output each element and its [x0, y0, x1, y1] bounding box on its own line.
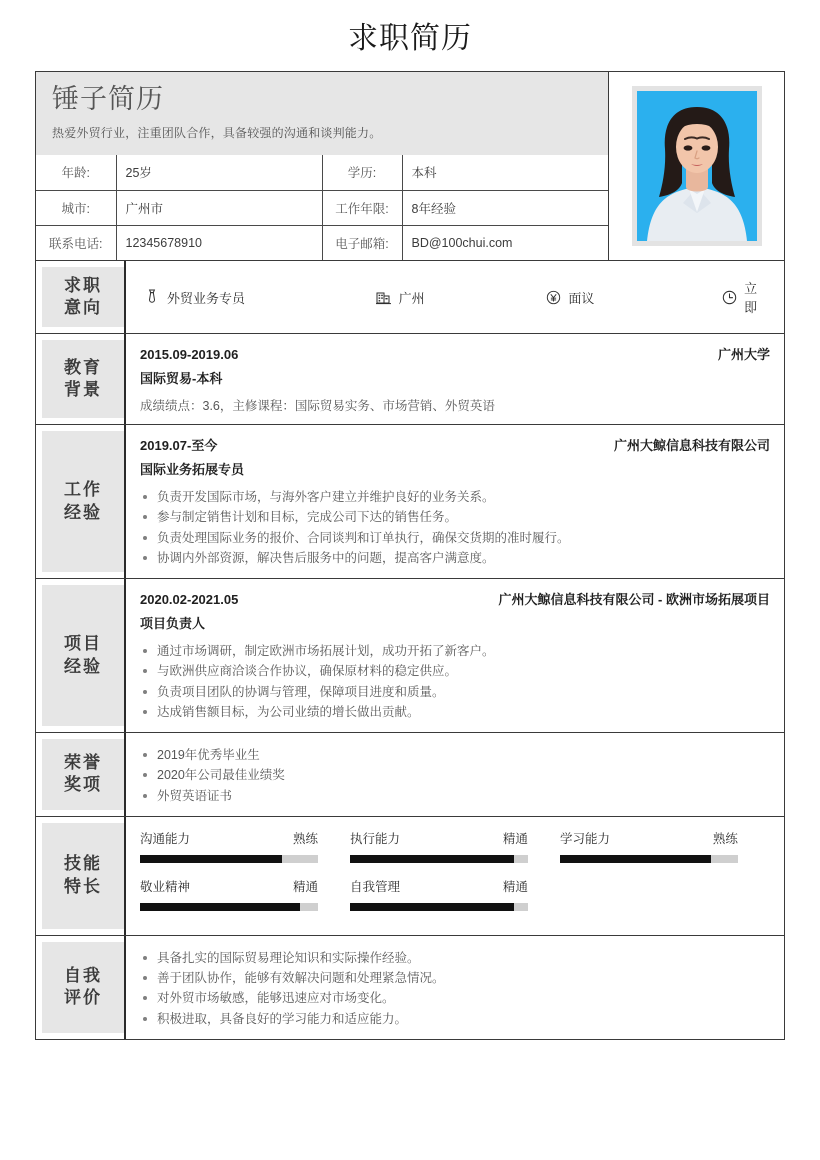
skill-item: [140, 829, 350, 863]
label-line-1: 教育: [64, 357, 102, 377]
list-item: 对外贸市场敏感，能够迅速应对市场变化。: [140, 988, 770, 1008]
skill-progress-fill: [140, 855, 282, 863]
list-item: 具备扎实的国际贸易理论知识和实际操作经验。: [140, 948, 770, 968]
section-body-work-experience: [126, 425, 784, 578]
section-label-wrap: [36, 425, 126, 578]
section-label-skills: [42, 823, 124, 929]
skill-header: [350, 829, 528, 847]
skill-progress-fill: [350, 903, 514, 911]
info-value-experience: 8年经验: [402, 190, 608, 225]
section-label-wrap: [36, 733, 126, 816]
section-body-education: [126, 334, 784, 424]
intention-city: [376, 288, 546, 307]
section-education: [35, 334, 785, 425]
name-block: [36, 72, 608, 155]
skill-progress-track: [560, 855, 738, 863]
info-value-phone: 12345678910: [116, 225, 322, 260]
list-item: 2020年公司最佳业绩奖: [140, 765, 770, 785]
intention-city-text: 广州: [398, 290, 425, 306]
list-item: 2019年优秀毕业生: [140, 745, 770, 765]
list-item: 负责项目团队的协调与管理，保障项目进度和质量。: [140, 682, 770, 702]
info-label-experience: 工作年限:: [322, 190, 402, 225]
list-item: 负责开发国际市场，与海外客户建立并维护良好的业务关系。: [140, 487, 770, 507]
skill-name: 自我管理: [349, 879, 400, 894]
table-row: [36, 190, 608, 225]
section-label-project-experience: [42, 585, 124, 726]
skill-progress-track: [350, 855, 528, 863]
intention-availability: [721, 278, 770, 316]
list-item: 外贸英语证书: [140, 786, 770, 806]
clock-icon: [721, 289, 737, 305]
section-body-honors: [126, 733, 784, 816]
honors-bullet-list: [140, 745, 770, 806]
list-item: 善于团队协作，能够有效解决问题和处理紧急情况。: [140, 968, 770, 988]
label-line-2: 背景: [64, 380, 102, 399]
work-bullet-list: [140, 487, 770, 568]
section-honors: [35, 733, 785, 817]
section-body-self-evaluation: [126, 936, 784, 1039]
section-label-wrap: [36, 334, 126, 424]
label-line-2: 经验: [64, 502, 102, 522]
section-project-experience: [35, 579, 785, 733]
table-row: [36, 225, 608, 260]
work-entry-head: [140, 435, 770, 454]
self-evaluation-bullet-list: [140, 948, 770, 1029]
label-line-1: 求职: [64, 275, 102, 295]
section-label-job-intention: [42, 267, 124, 327]
skill-name: 学习能力: [559, 831, 610, 846]
photo-cell: [608, 72, 784, 260]
project-period: 2020.02-2021.05: [140, 592, 239, 607]
section-label-wrap: [36, 261, 126, 333]
project-bullet-list: [140, 641, 770, 722]
section-body-skills: [126, 817, 784, 935]
label-line-1: 荣誉: [64, 752, 102, 772]
section-body-project-experience: [126, 579, 784, 732]
section-label-wrap: [36, 817, 126, 935]
section-label-education: [42, 340, 124, 418]
section-label-work-experience: [42, 431, 124, 572]
work-period: 2019.07-至今: [140, 438, 218, 453]
info-label-age: 年龄:: [36, 155, 116, 190]
section-label-self-evaluation: [42, 942, 124, 1033]
skill-item: [560, 829, 770, 863]
skill-item: [350, 829, 560, 863]
info-value-email: BD@100chui.com: [402, 225, 608, 260]
table-row: [36, 155, 608, 190]
section-work-experience: [35, 425, 785, 579]
skill-progress-track: [350, 903, 528, 911]
section-label-wrap: [36, 936, 126, 1039]
tie-icon: [144, 289, 160, 305]
candidate-tagline: 热爱外贸行业，注重团队合作，具备较强的沟通和谈判能力。: [52, 126, 382, 141]
label-line-2: 评价: [64, 988, 102, 1008]
label-line-1: 工作: [64, 480, 102, 500]
label-line-1: 自我: [64, 965, 102, 985]
list-item: 负责处理国际业务的报价、合同谈判和订单执行，确保交货期的准时履行。: [140, 528, 770, 548]
education-school: 广州大学: [717, 347, 770, 362]
info-value-city: 广州市: [116, 190, 322, 225]
header-left: [36, 72, 608, 260]
skill-level: 熟练: [292, 831, 318, 846]
skill-name: 敬业精神: [140, 879, 191, 894]
job-intention-row: [140, 271, 770, 323]
education-period: 2015.09-2019.06: [140, 347, 239, 362]
label-line-1: 项目: [64, 634, 102, 654]
label-line-2: 特长: [64, 876, 102, 896]
label-line-2: 经验: [64, 656, 102, 676]
skill-level: 精通: [502, 831, 528, 846]
skill-header: [140, 829, 318, 847]
info-value-education: 本科: [402, 155, 608, 190]
yen-circle-icon: [545, 289, 561, 305]
header-card: [35, 71, 785, 261]
avatar: [637, 91, 757, 241]
info-label-phone: 联系电话:: [36, 225, 116, 260]
section-job-intention: [35, 261, 785, 334]
list-item: 通过市场调研，制定欧洲市场拓展计划，成功开拓了新客户。: [140, 641, 770, 661]
label-line-2: 奖项: [64, 775, 102, 795]
list-item: 协调内外部资源，解决售后服务中的问题，提高客户满意度。: [140, 548, 770, 568]
list-item: 达成销售额目标，为公司业绩的增长做出贡献。: [140, 702, 770, 722]
section-body-job-intention: [126, 261, 784, 333]
skill-header: [560, 829, 738, 847]
list-item: 与欧洲供应商洽谈合作协议，确保原材料的稳定供应。: [140, 661, 770, 681]
skill-name: 执行能力: [349, 831, 400, 846]
skill-progress-fill: [350, 855, 514, 863]
intention-salary: [545, 288, 721, 307]
skill-item: [350, 877, 560, 911]
intention-availability-text: 立即: [744, 281, 758, 315]
skill-item: [140, 877, 350, 911]
skill-progress-track: [140, 903, 318, 911]
work-company: 广州大鲸信息科技有限公司: [613, 438, 770, 453]
project-role: 项目负责人: [140, 616, 206, 631]
education-major: 国际贸易-本科: [140, 371, 223, 386]
label-line-1: 技能: [64, 854, 102, 874]
basic-info-table: [36, 155, 608, 260]
photo-frame: [632, 86, 762, 246]
project-company: 广州大鲸信息科技有限公司 - 欧洲市场拓展项目: [498, 592, 770, 607]
info-label-email: 电子邮箱:: [322, 225, 402, 260]
skill-level: 精通: [292, 879, 318, 894]
intention-position: [144, 288, 376, 307]
skills-grid: [140, 827, 770, 925]
skill-name: 沟通能力: [140, 831, 191, 846]
label-line-2: 意向: [64, 298, 102, 317]
skill-level: 精通: [502, 879, 528, 894]
education-entry-head: [140, 344, 770, 363]
skill-header: [350, 877, 528, 895]
page-title: 求职简历: [348, 22, 472, 55]
section-skills: [35, 817, 785, 936]
skill-progress-fill: [560, 855, 711, 863]
skill-progress-track: [140, 855, 318, 863]
candidate-name: 锤子简历: [52, 84, 164, 114]
info-label-education: 学历:: [322, 155, 402, 190]
education-note: 成绩绩点：3.6，主修课程：国际贸易实务、市场营销、外贸英语: [140, 399, 495, 413]
skill-progress-fill: [140, 903, 300, 911]
work-title: 国际业务拓展专员: [140, 462, 245, 477]
section-label-honors: [42, 739, 124, 810]
list-item: 积极进取，具备良好的学习能力和适应能力。: [140, 1009, 770, 1029]
skill-level: 熟练: [712, 831, 738, 846]
skill-header: [140, 877, 318, 895]
intention-salary-text: 面议: [568, 290, 595, 306]
project-entry-head: [140, 589, 770, 608]
building-icon: [376, 289, 392, 305]
info-label-city: 城市:: [36, 190, 116, 225]
section-label-wrap: [36, 579, 126, 732]
list-item: 参与制定销售计划和目标，完成公司下达的销售任务。: [140, 507, 770, 527]
section-self-evaluation: [35, 936, 785, 1040]
intention-position-text: 外贸业务专员: [167, 290, 246, 306]
info-value-age: 25岁: [116, 155, 322, 190]
